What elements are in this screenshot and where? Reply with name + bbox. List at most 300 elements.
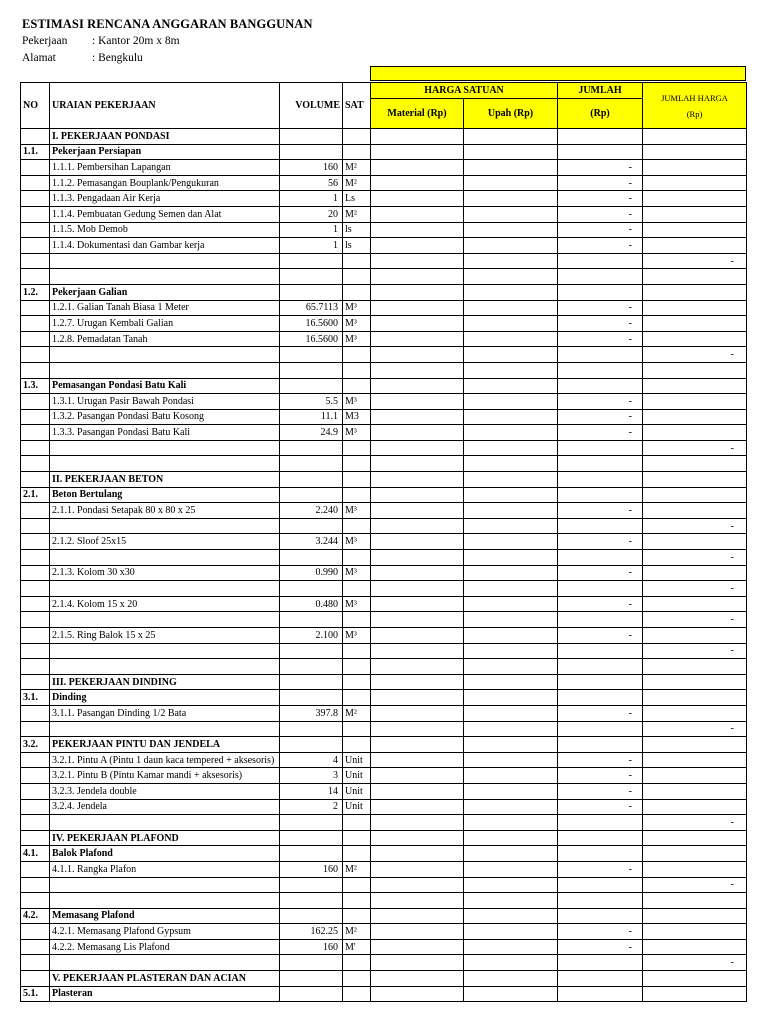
cell-description (50, 253, 280, 269)
cell-volume (280, 472, 343, 488)
cell-volume (280, 955, 343, 971)
table-row (21, 893, 747, 909)
cell-description: 1.1.4. Dokumentasi dan Gambar kerja (50, 238, 280, 254)
cell-upah (464, 487, 558, 503)
cell-jumlah (558, 846, 643, 862)
cell-description (50, 877, 280, 893)
cell-description (50, 550, 280, 566)
table-row (21, 815, 747, 831)
cell-no (21, 518, 50, 534)
cell-upah (464, 284, 558, 300)
cell-jumlah-harga: - (643, 815, 747, 831)
cell-material (371, 253, 464, 269)
cell-description (50, 612, 280, 628)
header-jumlah-harga (643, 83, 747, 129)
cell-description (50, 518, 280, 534)
cell-volume: 2.240 (280, 503, 343, 519)
cell-jumlah-harga: - (643, 581, 747, 597)
cell-no (21, 674, 50, 690)
cell-description: Pekerjaan Persiapan (50, 144, 280, 160)
cell-upah (464, 238, 558, 254)
cell-volume (280, 815, 343, 831)
cell-jumlah (558, 971, 643, 987)
cell-upah (464, 737, 558, 753)
cell-volume: 0.480 (280, 596, 343, 612)
cell-jumlah (558, 674, 643, 690)
cell-unit (343, 690, 371, 706)
cell-upah (464, 206, 558, 222)
cell-volume: 65.7113 (280, 300, 343, 316)
cell-jumlah-harga (643, 487, 747, 503)
cell-unit: ls (343, 222, 371, 238)
cell-volume: 162.25 (280, 924, 343, 940)
cell-description: 1.2.1. Galian Tanah Biasa 1 Meter (50, 300, 280, 316)
cell-description: 2.1.5. Ring Balok 15 x 25 (50, 628, 280, 644)
cell-material (371, 628, 464, 644)
header-jumlah-harga-unit: (Rp) (686, 108, 703, 119)
header-volume: VOLUME (280, 83, 343, 129)
cell-jumlah-harga (643, 596, 747, 612)
cell-jumlah (558, 144, 643, 160)
table-row (21, 643, 747, 659)
cell-jumlah (558, 347, 643, 363)
cell-jumlah: - (558, 316, 643, 332)
cell-jumlah-harga (643, 238, 747, 254)
header-jumlah-harga-label: JUMLAH HARGA (661, 92, 728, 103)
cell-unit: M³ (343, 425, 371, 441)
cell-volume (280, 378, 343, 394)
cell-no (21, 643, 50, 659)
cell-unit (343, 908, 371, 924)
cell-jumlah: - (558, 534, 643, 550)
cell-jumlah-harga (643, 752, 747, 768)
cell-description: 1.1.3. Pengadaan Air Kerja (50, 191, 280, 207)
cell-jumlah (558, 659, 643, 675)
cell-no (21, 456, 50, 472)
cell-material (371, 144, 464, 160)
cell-no (21, 628, 50, 644)
cell-jumlah-harga (643, 783, 747, 799)
cell-upah (464, 534, 558, 550)
cell-no (21, 238, 50, 254)
cell-jumlah-harga (643, 768, 747, 784)
cell-description: 3.2.3. Jendela double (50, 783, 280, 799)
cell-jumlah-harga (643, 409, 747, 425)
cell-jumlah: - (558, 565, 643, 581)
cell-jumlah-harga (643, 628, 747, 644)
cell-jumlah: - (558, 206, 643, 222)
cell-jumlah: - (558, 768, 643, 784)
cell-description: 3.1.1. Pasangan Dinding 1/2 Bata (50, 705, 280, 721)
cell-no (21, 721, 50, 737)
cell-upah (464, 503, 558, 519)
cell-jumlah (558, 737, 643, 753)
cell-description (50, 269, 280, 285)
cell-jumlah-harga (643, 316, 747, 332)
cell-unit (343, 456, 371, 472)
cell-description (50, 456, 280, 472)
cell-material (371, 924, 464, 940)
cell-description (50, 893, 280, 909)
cell-jumlah: - (558, 752, 643, 768)
cell-volume (280, 893, 343, 909)
cell-upah (464, 955, 558, 971)
table-row (21, 284, 747, 300)
cell-upah (464, 394, 558, 410)
rab-table (20, 82, 747, 1002)
cell-upah (464, 269, 558, 285)
cell-jumlah-harga (643, 284, 747, 300)
cell-material (371, 362, 464, 378)
cell-jumlah (558, 955, 643, 971)
table-row (21, 472, 747, 488)
cell-material (371, 472, 464, 488)
cell-unit: M² (343, 175, 371, 191)
cell-volume (280, 269, 343, 285)
cell-jumlah-harga (643, 129, 747, 145)
cell-upah (464, 144, 558, 160)
cell-upah (464, 175, 558, 191)
cell-unit: M3 (343, 409, 371, 425)
cell-upah (464, 986, 558, 1002)
cell-jumlah: - (558, 861, 643, 877)
cell-material (371, 565, 464, 581)
cell-description: 1.1.2. Pemasangan Bouplank/Pengukuran (50, 175, 280, 191)
cell-jumlah-harga (643, 175, 747, 191)
cell-upah (464, 877, 558, 893)
header-no: NO (21, 83, 50, 129)
cell-no (21, 550, 50, 566)
cell-material (371, 378, 464, 394)
table-row (21, 425, 747, 441)
cell-no (21, 394, 50, 410)
cell-description: V. PEKERJAAN PLASTERAN DAN ACIAN (50, 971, 280, 987)
table-row (21, 222, 747, 238)
meta-alamat (22, 52, 143, 64)
cell-volume: 1 (280, 191, 343, 207)
cell-description: 3.2.1. Pintu A (Pintu 1 daun kaca tempered + aksesoris) (50, 752, 280, 768)
cell-jumlah: - (558, 191, 643, 207)
cell-no (21, 565, 50, 581)
cell-description: 4.2.1. Memasang Plafond Gypsum (50, 924, 280, 940)
cell-jumlah-harga (643, 503, 747, 519)
cell-material (371, 659, 464, 675)
cell-description: 4.2.2. Memasang Lis Plafond (50, 939, 280, 955)
cell-unit: Unit (343, 768, 371, 784)
cell-jumlah-harga (643, 222, 747, 238)
cell-volume (280, 612, 343, 628)
cell-jumlah: - (558, 160, 643, 176)
cell-volume (280, 830, 343, 846)
cell-description (50, 643, 280, 659)
cell-jumlah-harga: - (643, 253, 747, 269)
cell-unit: M³ (343, 596, 371, 612)
cell-unit (343, 440, 371, 456)
cell-volume (280, 487, 343, 503)
cell-material (371, 206, 464, 222)
table-row (21, 191, 747, 207)
cell-no (21, 191, 50, 207)
table-row (21, 534, 747, 550)
cell-no (21, 783, 50, 799)
cell-description (50, 440, 280, 456)
cell-unit: M³ (343, 503, 371, 519)
cell-jumlah: - (558, 924, 643, 940)
cell-upah (464, 628, 558, 644)
cell-jumlah: - (558, 628, 643, 644)
cell-unit (343, 986, 371, 1002)
cell-no (21, 581, 50, 597)
cell-no (21, 206, 50, 222)
cell-description: 1.1.1. Pembersihan Lapangan (50, 160, 280, 176)
cell-jumlah-harga: - (643, 550, 747, 566)
cell-volume: 160 (280, 939, 343, 955)
cell-volume (280, 550, 343, 566)
cell-material (371, 596, 464, 612)
table-row (21, 705, 747, 721)
cell-jumlah-harga (643, 846, 747, 862)
cell-upah (464, 331, 558, 347)
table-row (21, 565, 747, 581)
cell-volume: 11.1 (280, 409, 343, 425)
cell-material (371, 893, 464, 909)
cell-no (21, 440, 50, 456)
cell-jumlah-harga (643, 378, 747, 394)
cell-volume: 20 (280, 206, 343, 222)
cell-volume (280, 846, 343, 862)
meta-pekerjaan (22, 35, 180, 47)
cell-jumlah-harga (643, 986, 747, 1002)
cell-jumlah: - (558, 596, 643, 612)
cell-unit: Unit (343, 752, 371, 768)
cell-material (371, 175, 464, 191)
cell-no (21, 503, 50, 519)
cell-upah (464, 347, 558, 363)
cell-description: PEKERJAAN PINTU DAN JENDELA (50, 737, 280, 753)
cell-jumlah (558, 284, 643, 300)
table-row (21, 971, 747, 987)
cell-no (21, 347, 50, 363)
cell-material (371, 316, 464, 332)
table-row (21, 986, 747, 1002)
cell-volume: 16.5600 (280, 316, 343, 332)
cell-jumlah-harga (643, 705, 747, 721)
cell-material (371, 861, 464, 877)
cell-unit (343, 378, 371, 394)
cell-jumlah (558, 378, 643, 394)
cell-no (21, 300, 50, 316)
cell-jumlah-harga (643, 674, 747, 690)
cell-material (371, 815, 464, 831)
cell-jumlah: - (558, 409, 643, 425)
cell-description: III. PEKERJAAN DINDING (50, 674, 280, 690)
cell-material (371, 830, 464, 846)
cell-unit: Ls (343, 191, 371, 207)
cell-upah (464, 253, 558, 269)
cell-volume: 3.244 (280, 534, 343, 550)
cell-description (50, 815, 280, 831)
cell-description: Dinding (50, 690, 280, 706)
cell-upah (464, 378, 558, 394)
cell-jumlah-harga (643, 939, 747, 955)
cell-unit (343, 518, 371, 534)
cell-jumlah (558, 986, 643, 1002)
cell-description: 3.2.4. Jendela (50, 799, 280, 815)
cell-jumlah-harga: - (643, 612, 747, 628)
cell-volume (280, 129, 343, 145)
cell-unit: M³ (343, 300, 371, 316)
cell-unit: M' (343, 939, 371, 955)
cell-jumlah (558, 487, 643, 503)
cell-upah (464, 596, 558, 612)
cell-description: 1.1.5. Mob Demob (50, 222, 280, 238)
table-row (21, 518, 747, 534)
cell-unit (343, 877, 371, 893)
cell-jumlah (558, 908, 643, 924)
cell-material (371, 550, 464, 566)
cell-unit: M² (343, 861, 371, 877)
cell-volume (280, 347, 343, 363)
table-row (21, 331, 747, 347)
cell-description (50, 659, 280, 675)
cell-jumlah-harga (643, 456, 747, 472)
cell-volume (280, 877, 343, 893)
cell-jumlah (558, 253, 643, 269)
cell-description: 3.2.1. Pintu B (Pintu Kamar mandi + aksesoris) (50, 768, 280, 784)
table-row (21, 394, 747, 410)
cell-no (21, 331, 50, 347)
cell-jumlah: - (558, 783, 643, 799)
cell-description: Beton Bertulang (50, 487, 280, 503)
cell-volume (280, 284, 343, 300)
cell-no: 1.1. (21, 144, 50, 160)
cell-material (371, 534, 464, 550)
cell-description: 1.3.2. Pasangan Pondasi Batu Kosong (50, 409, 280, 425)
header-uraian: URAIAN PEKERJAAN (50, 83, 280, 129)
cell-volume (280, 674, 343, 690)
cell-jumlah (558, 643, 643, 659)
cell-no (21, 129, 50, 145)
cell-unit: M³ (343, 628, 371, 644)
cell-volume: 1 (280, 238, 343, 254)
table-row (21, 487, 747, 503)
cell-jumlah-harga (643, 893, 747, 909)
cell-upah (464, 160, 558, 176)
header-jumlah: JUMLAH (558, 83, 643, 99)
cell-no (21, 877, 50, 893)
cell-jumlah-harga (643, 534, 747, 550)
cell-jumlah-harga: - (643, 721, 747, 737)
cell-material (371, 783, 464, 799)
cell-material (371, 518, 464, 534)
table-row (21, 362, 747, 378)
cell-upah (464, 705, 558, 721)
cell-volume (280, 643, 343, 659)
cell-unit: M³ (343, 316, 371, 332)
table-row (21, 129, 747, 145)
cell-no (21, 799, 50, 815)
cell-jumlah-harga: - (643, 440, 747, 456)
cell-jumlah-harga (643, 362, 747, 378)
cell-unit (343, 955, 371, 971)
cell-material (371, 690, 464, 706)
cell-unit (343, 269, 371, 285)
cell-jumlah: - (558, 705, 643, 721)
table-row (21, 503, 747, 519)
table-row (21, 160, 747, 176)
cell-volume (280, 986, 343, 1002)
cell-material (371, 643, 464, 659)
cell-jumlah: - (558, 238, 643, 254)
cell-jumlah-harga (643, 144, 747, 160)
cell-jumlah: - (558, 799, 643, 815)
cell-material (371, 394, 464, 410)
cell-description: Pekerjaan Galian (50, 284, 280, 300)
cell-jumlah (558, 269, 643, 285)
cell-jumlah (558, 690, 643, 706)
cell-description (50, 362, 280, 378)
cell-material (371, 440, 464, 456)
cell-volume: 3 (280, 768, 343, 784)
cell-unit: M³ (343, 565, 371, 581)
cell-upah (464, 815, 558, 831)
cell-jumlah: - (558, 394, 643, 410)
table-row (21, 924, 747, 940)
table-row (21, 206, 747, 222)
cell-volume: 4 (280, 752, 343, 768)
cell-upah (464, 565, 558, 581)
cell-volume (280, 971, 343, 987)
cell-material (371, 160, 464, 176)
table-row (21, 316, 747, 332)
cell-material (371, 612, 464, 628)
table-row (21, 175, 747, 191)
table-row (21, 378, 747, 394)
cell-jumlah-harga: - (643, 643, 747, 659)
cell-jumlah (558, 893, 643, 909)
table-row (21, 440, 747, 456)
cell-unit (343, 129, 371, 145)
cell-no (21, 971, 50, 987)
cell-no (21, 768, 50, 784)
cell-unit (343, 659, 371, 675)
cell-description: 2.1.2. Sloof 25x15 (50, 534, 280, 550)
cell-no (21, 815, 50, 831)
table-row (21, 612, 747, 628)
document-title: ESTIMASI RENCANA ANGGARAN BANGGUNAN (22, 17, 313, 31)
cell-material (371, 737, 464, 753)
cell-unit: Unit (343, 783, 371, 799)
cell-unit: M² (343, 924, 371, 940)
table-row (21, 939, 747, 955)
cell-material (371, 222, 464, 238)
cell-material (371, 939, 464, 955)
cell-unit (343, 550, 371, 566)
cell-unit (343, 721, 371, 737)
cell-volume (280, 659, 343, 675)
cell-volume: 160 (280, 160, 343, 176)
cell-unit: M³ (343, 331, 371, 347)
cell-jumlah (558, 721, 643, 737)
cell-description: 2.1.4. Kolom 15 x 20 (50, 596, 280, 612)
cell-unit (343, 347, 371, 363)
cell-jumlah-harga: - (643, 877, 747, 893)
cell-material (371, 877, 464, 893)
header-harga-satuan: HARGA SATUAN (371, 83, 558, 99)
cell-jumlah-harga (643, 659, 747, 675)
cell-jumlah-harga (643, 269, 747, 285)
cell-no (21, 222, 50, 238)
